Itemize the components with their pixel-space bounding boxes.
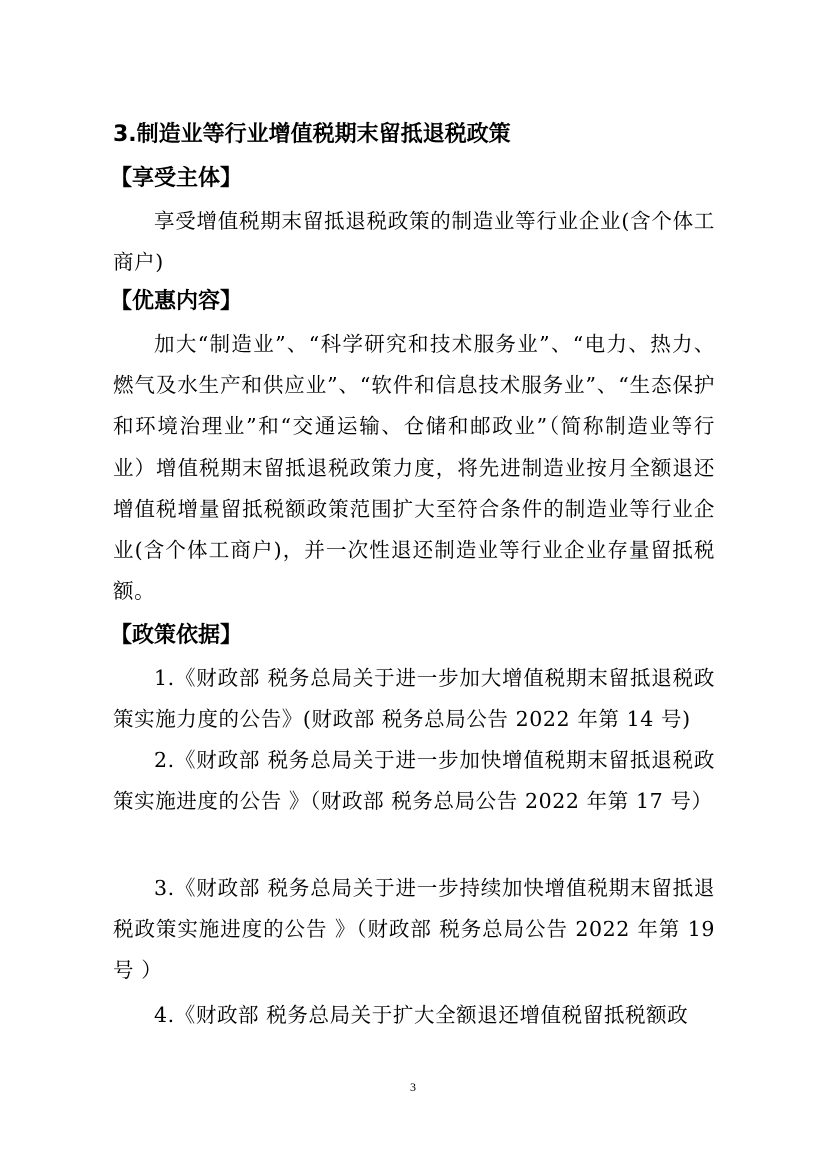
page-number: 3	[410, 1080, 416, 1094]
section-heading-content: 【优惠内容】	[110, 289, 243, 314]
document-title: 3.制造业等行业增值税期末留抵退税政策	[113, 122, 511, 147]
section-heading-beneficiary: 【享受主体】	[110, 166, 243, 191]
paragraph-content: 加大“制造业”、“科学研究和技术服务业”、“电力、热力、燃气及水生产和供应业”、“软件和信息技术服务业”、“生态保护和环境治理业”和“交通运输、仓储和邮政业”（简称制造业等行业）增值税期末留抵退税政策力度，将先进制造业按月全额退还增值税增量留抵税额政策范围扩大至符合条件的制造业等行业企业(含个体工商户)，并一次性退还制造业等行业企业存量留抵税额。	[113, 332, 715, 604]
basis-item-3: 3.《财政部 税务总局关于进一步持续加快增值税期末留抵退税政策实施进度的公告 》（财政部 税务总局公告 2022 年第 19 号 ）	[113, 876, 715, 983]
section-heading-basis: 【政策依据】	[110, 623, 243, 648]
basis-item-1: 1.《财政部 税务总局关于进一步加大增值税期末留抵退税政策实施力度的公告》(财政部 税务总局公告 2022 年第 14 号)	[113, 666, 715, 732]
basis-item-2: 2.《财政部 税务总局关于进一步加快增值税期末留抵退税政策实施进度的公告 》（财政部 税务总局公告 2022 年第 17 号）	[113, 748, 715, 814]
basis-item-4: 4.《财政部 税务总局关于扩大全额退还增值税留抵税额政	[154, 1003, 689, 1027]
paragraph-beneficiary: 享受增值税期末留抵退税政策的制造业等行业企业(含个体工商户)	[113, 209, 715, 275]
